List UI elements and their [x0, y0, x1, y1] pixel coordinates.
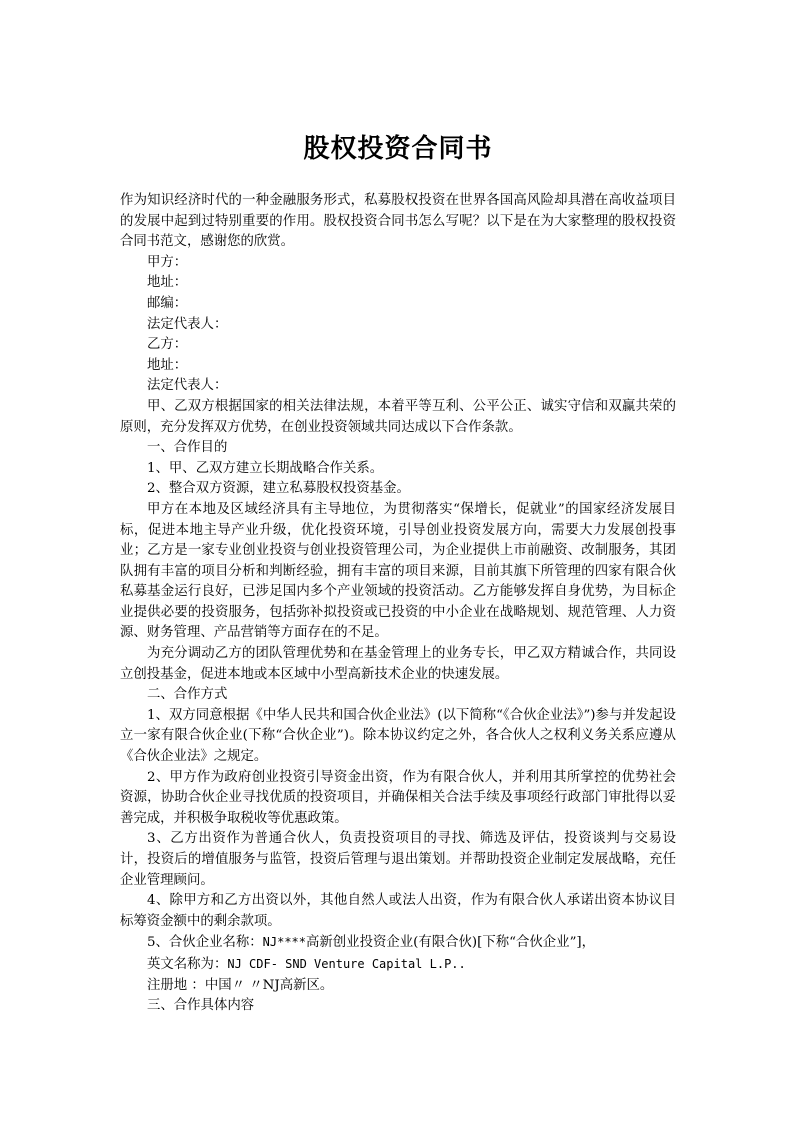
party-b-representative: 法定代表人： — [147, 378, 228, 394]
item5-suffix: 高新创业投资企业(有限合伙)[下称“合伙企业”]， — [306, 935, 596, 951]
party-a-postcode: 邮编： — [147, 295, 188, 311]
section2-item1: 1、双方同意根据《中华人民共和国合伙企业法》(以下简称“《合伙企业法》”)参与并发起设立一家有限合伙企业(下称“合伙企业”)。除本协议约定之外，各合伙人之权利义务关系应遵从《合伙企业法》之规定。 — [120, 707, 676, 765]
registered-address-line: 注册地 ：中国〃 〃NJ高新区。 — [147, 977, 334, 993]
section2-item3: 3、乙方出资作为普通合伙人，负责投资项目的寻找、筛选及评估，投资谈判与交易设计，投资后的增值服务与监管，投资后管理与退出策划。并帮助投资企业制定发展战略，充任企业管理顾问。 — [120, 831, 676, 888]
section1-paragraph1: 甲方在本地及区域经济具有主导地位，为贯彻落实“保增长，促就业”的国家经济发展目标，促进本地主导产业升级，优化投资环境，引导创业投资发展方向，需要大力发展创投事业；乙方是一家专业创业投资与创业投资管理公司，为企业提供上市前融资、改制服务，其团队拥有丰富的项目分析和判断经验，拥有丰富的项目来源，目前其旗下所管理的四家有限合伙私募基金运行良好，已涉足国内多个产业领域的投资活动。乙方能够发挥自身优势，为目标企业提供必要的投资服务，包括弥补拟投资或已投资的中小企业在战略规划、规范管理、人力资源、财务管理、产品营销等方面存在的不足。 — [120, 501, 676, 641]
section1-item2: 2、整合双方资源，建立私募股权投资基金。 — [147, 481, 410, 497]
party-a-address: 地址： — [147, 275, 188, 291]
section2-item2: 2、甲方作为政府创业投资引导资金出资，作为有限合伙人，并利用其所掌控的优势社会资源，协助合伙企业寻找优质的投资项目，并确保相关合法手续及事项经行政部门审批得以妥善完成，并积极争取税收等优惠政策。 — [120, 769, 676, 826]
section2-item4: 4、除甲方和乙方出资以外，其他自然人或法人出资，作为有限合伙人承诺出资本协议目标筹资金额中的剩余款项。 — [120, 893, 676, 929]
english-name-value: NJ CDF- SND Venture Capital L.P.. — [227, 956, 466, 971]
section2-heading: 二、合作方式 — [147, 687, 228, 703]
section1-item1: 1、甲、乙双方建立长期战略合作关系。 — [147, 460, 384, 476]
party-a-representative: 法定代表人： — [147, 316, 228, 332]
section1-heading: 一、合作目的 — [147, 440, 228, 456]
english-name-prefix: 英文名称为： — [147, 956, 228, 972]
section1-paragraph2: 为充分调动乙方的团队管理优势和在基金管理上的业务专长，甲乙双方精诚合作，共同设立创投基金，促进本地或本区域中小型高新技术企业的快速发展。 — [120, 646, 676, 682]
section3-heading: 三、合作具体内容 — [147, 998, 255, 1014]
preamble-paragraph: 甲、乙双方根据国家的相关法律法规，本着平等互利、公平公正、诚实守信和双赢共荣的原则，充分发挥双方优势，在创业投资领域共同达成以下合作条款。 — [120, 398, 676, 435]
intro-paragraph: 作为知识经济时代的一种金融服务形式，私募股权投资在世界各国高风险却具潜在高收益项目的发展中起到过特别重要的作用。股权投资合同书怎么写呢？以下是在为大家整理的股权投资合同书范文，感谢您的欣赏。 — [120, 193, 676, 250]
item5-name: NJ**** — [262, 935, 307, 950]
party-b-address: 地址： — [147, 357, 188, 373]
item5-prefix: 5、合伙企业名称： — [147, 935, 263, 951]
section2-item5 — [120, 932, 676, 954]
document-body — [120, 191, 676, 1017]
party-b-label: 乙方： — [147, 337, 188, 353]
document-title: 股权投资合同书 — [303, 134, 493, 164]
english-name-line — [120, 954, 676, 976]
party-a-label: 甲方： — [147, 254, 188, 270]
